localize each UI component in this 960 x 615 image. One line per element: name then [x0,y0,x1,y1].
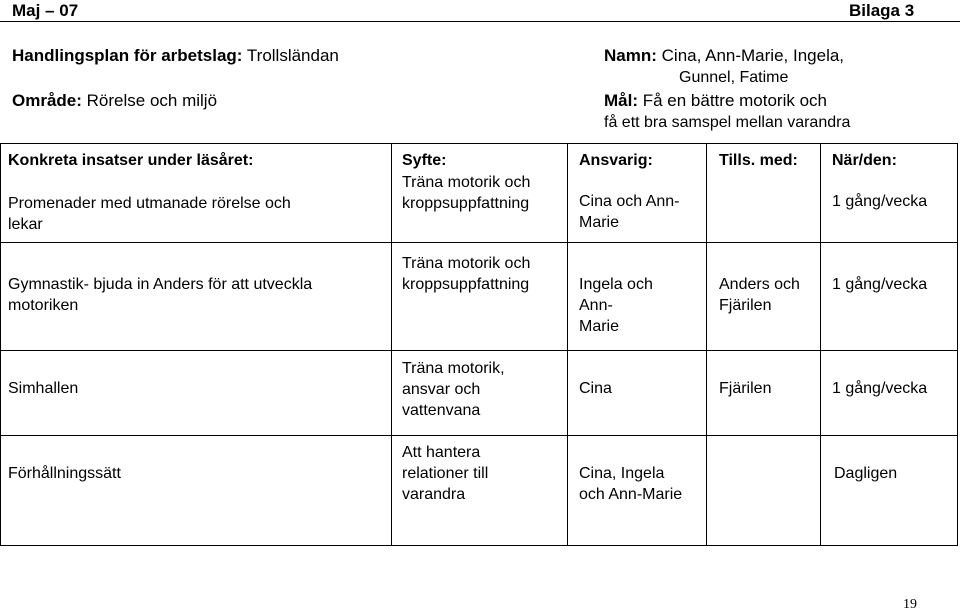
names-value: Cina, Ann-Marie, Ingela, [661,46,845,65]
row-divider [1,435,957,436]
goal-label: Mål: [604,91,638,110]
plan-value: Trollsländan [246,46,339,65]
area-value: Rörelse och miljö [86,91,218,110]
column-header-when: När/den: [832,152,897,169]
table-row-1-actions: Promenader med utmanade rörelse och lekar [8,195,291,233]
column-header-with: Tills. med: [719,152,798,169]
names-value-line2: Gunnel, Fatime [679,69,789,86]
table-row-3-purpose: Träna motorik, ansvar och vattenvana [402,360,505,419]
table-row-4-purpose: Att hantera relationer till varandra [402,444,489,503]
table-row-4-actions: Förhållningssätt [8,465,121,482]
table-row-1-when: 1 gång/vecka [832,193,928,210]
page-number: 19 [903,597,917,612]
row-divider [1,350,957,351]
table-row-2-with: Anders och Fjärilen [719,276,800,314]
action-plan-table [0,143,958,546]
goal-value: Få en bättre motorik och [642,91,827,110]
plan-label: Handlingsplan för arbetslag: [12,46,243,65]
table-row-4-responsible: Cina, Ingela och Ann-Marie [579,465,683,503]
table-row-3-when: 1 gång/vecka [832,380,928,397]
column-divider [706,144,707,545]
row-divider [1,242,957,243]
column-divider [567,144,568,545]
document-header-bar [0,0,960,22]
table-row-2-responsible: Ingela och Ann- Marie [579,276,653,335]
table-row-2-when: 1 gång/vecka [832,276,928,293]
area-title [12,90,217,111]
table-row-2-actions: Gymnastik- bjuda in Anders för att utveckla motoriken [8,276,313,314]
column-header-actions: Konkreta insatser under läsåret: [8,152,254,169]
table-row-1-purpose: Träna motorik och kroppsuppfattning [402,174,531,212]
area-label: Område: [12,91,82,110]
table-row-3-responsible: Cina [579,380,612,397]
table-row-3-with: Fjärilen [719,380,772,397]
column-header-responsible: Ansvarig: [579,152,653,169]
goal-heading [604,90,827,111]
column-header-purpose: Syfte: [402,152,447,169]
plan-title [12,45,339,66]
names-heading [604,45,844,66]
table-row-2-purpose: Träna motorik och kroppsuppfattning [402,255,531,293]
names-label: Namn: [604,46,657,65]
column-divider [820,144,821,545]
table-row-1-responsible: Cina och Ann- Marie [579,193,680,231]
goal-value-line2: få ett bra samspel mellan varandra [604,114,851,131]
document-month: Maj – 07 [12,1,79,20]
attachment-label: Bilaga 3 [849,1,915,20]
column-divider [391,144,392,545]
table-row-3-actions: Simhallen [8,380,79,397]
table-row-4-when: Dagligen [834,465,898,482]
